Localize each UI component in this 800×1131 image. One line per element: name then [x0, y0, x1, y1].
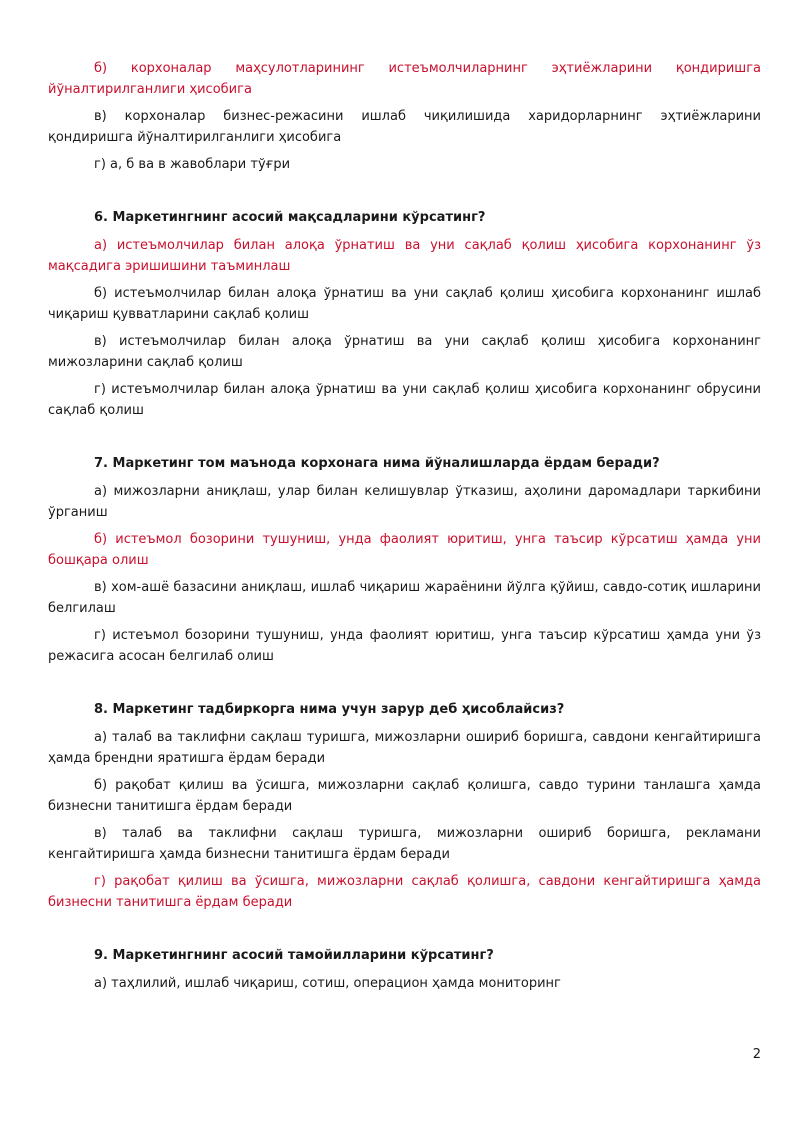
question-title: 8. Маркетинг тадбиркорга нима учун зарур деб ҳисоблайсиз? — [94, 702, 565, 717]
question-title: 9. Маркетингнинг асосий тамойилларини кўрсатинг? — [94, 948, 494, 963]
question-title: 7. Маркетинг том маънода корхонага нима йўналишларда ёрдам беради? — [94, 456, 660, 471]
document-page — [48, 58, 761, 1000]
answer-option: г) истеъмолчилар билан алоқа ўрнатиш ва уни сақлаб қолиш ҳисобига корхонанинг обрусини сақлаб қолиш — [48, 382, 761, 418]
answer-option-correct: г) рақобат қилиш ва ўсишга, мижозларни сақлаб қолишга, савдони кенгайтиришга ҳамда бизнесни танитишга ёрдам беради — [48, 874, 761, 910]
section-spacer — [48, 673, 761, 699]
section-spacer — [48, 919, 761, 945]
answer-option-correct: б) корхоналар маҳсулотларининг истеъмолчиларнинг эҳтиёжларини қондиришга йўналтирилганлиги ҳисобига — [48, 61, 761, 97]
answer-option: б) рақобат қилиш ва ўсишга, мижозларни сақлаб қолишга, савдо турини танлашга ҳамда бизнесни танитишга ёрдам беради — [48, 778, 761, 814]
page-number: 2 — [752, 1047, 761, 1062]
section-spacer — [48, 427, 761, 453]
answer-option: а) мижозларни аниқлаш, улар билан келишувлар ўтказиш, аҳолини даромадлари таркибини ўрганиш — [48, 484, 761, 520]
answer-option-correct: а) истеъмолчилар билан алоқа ўрнатиш ва уни сақлаб қолиш ҳисобига корхонанинг ўз мақсадига эришишини таъминлаш — [48, 238, 761, 274]
answer-option: б) истеъмолчилар билан алоқа ўрнатиш ва уни сақлаб қолиш ҳисобига корхонанинг ишлаб чиқариш қувватларини сақлаб қолиш — [48, 286, 761, 322]
answer-option: в) хом-ашё базасини аниқлаш, ишлаб чиқариш жараёнини йўлга қўйиш, савдо-сотиқ ишларини белгилаш — [48, 580, 761, 616]
answer-option: г) истеъмол бозорини тушуниш, унда фаолият юритиш, унга таъсир кўрсатиш ҳамда уни ўз режасига асосан белгилаб олиш — [48, 628, 761, 664]
answer-option: а) талаб ва таклифни сақлаш туришга, мижозларни ошириб боришга, савдони кенгайтиришга ҳамда брендни яратишга ёрдам беради — [48, 730, 761, 766]
answer-option-correct: б) истеъмол бозорини тушуниш, унда фаолият юритиш, унга таъсир кўрсатиш ҳамда уни бошқара олиш — [48, 532, 761, 568]
answer-option: а) таҳлилий, ишлаб чиқариш, сотиш, операцион ҳамда мониторинг — [94, 976, 561, 991]
question-title: 6. Маркетингнинг асосий мақсадларини кўрсатинг? — [94, 210, 486, 225]
answer-option: в) истеъмолчилар билан алоқа ўрнатиш ва уни сақлаб қолиш ҳисобига корхонанинг мижозларини сақлаб қолиш — [48, 334, 761, 370]
section-spacer — [48, 181, 761, 207]
answer-option: в) корхоналар бизнес-режасини ишлаб чиқилишида харидорларнинг эҳтиёжларини қондиришга йўналтирилганлиги ҳисобига — [48, 109, 761, 145]
answer-option: в) талаб ва таклифни сақлаш туришга, мижозларни ошириб боришга, рекламани кенгайтиришга ҳамда бизнесни танитишга ёрдам беради — [48, 826, 761, 862]
answer-option: г) а, б ва в жавоблари тўғри — [94, 157, 291, 172]
